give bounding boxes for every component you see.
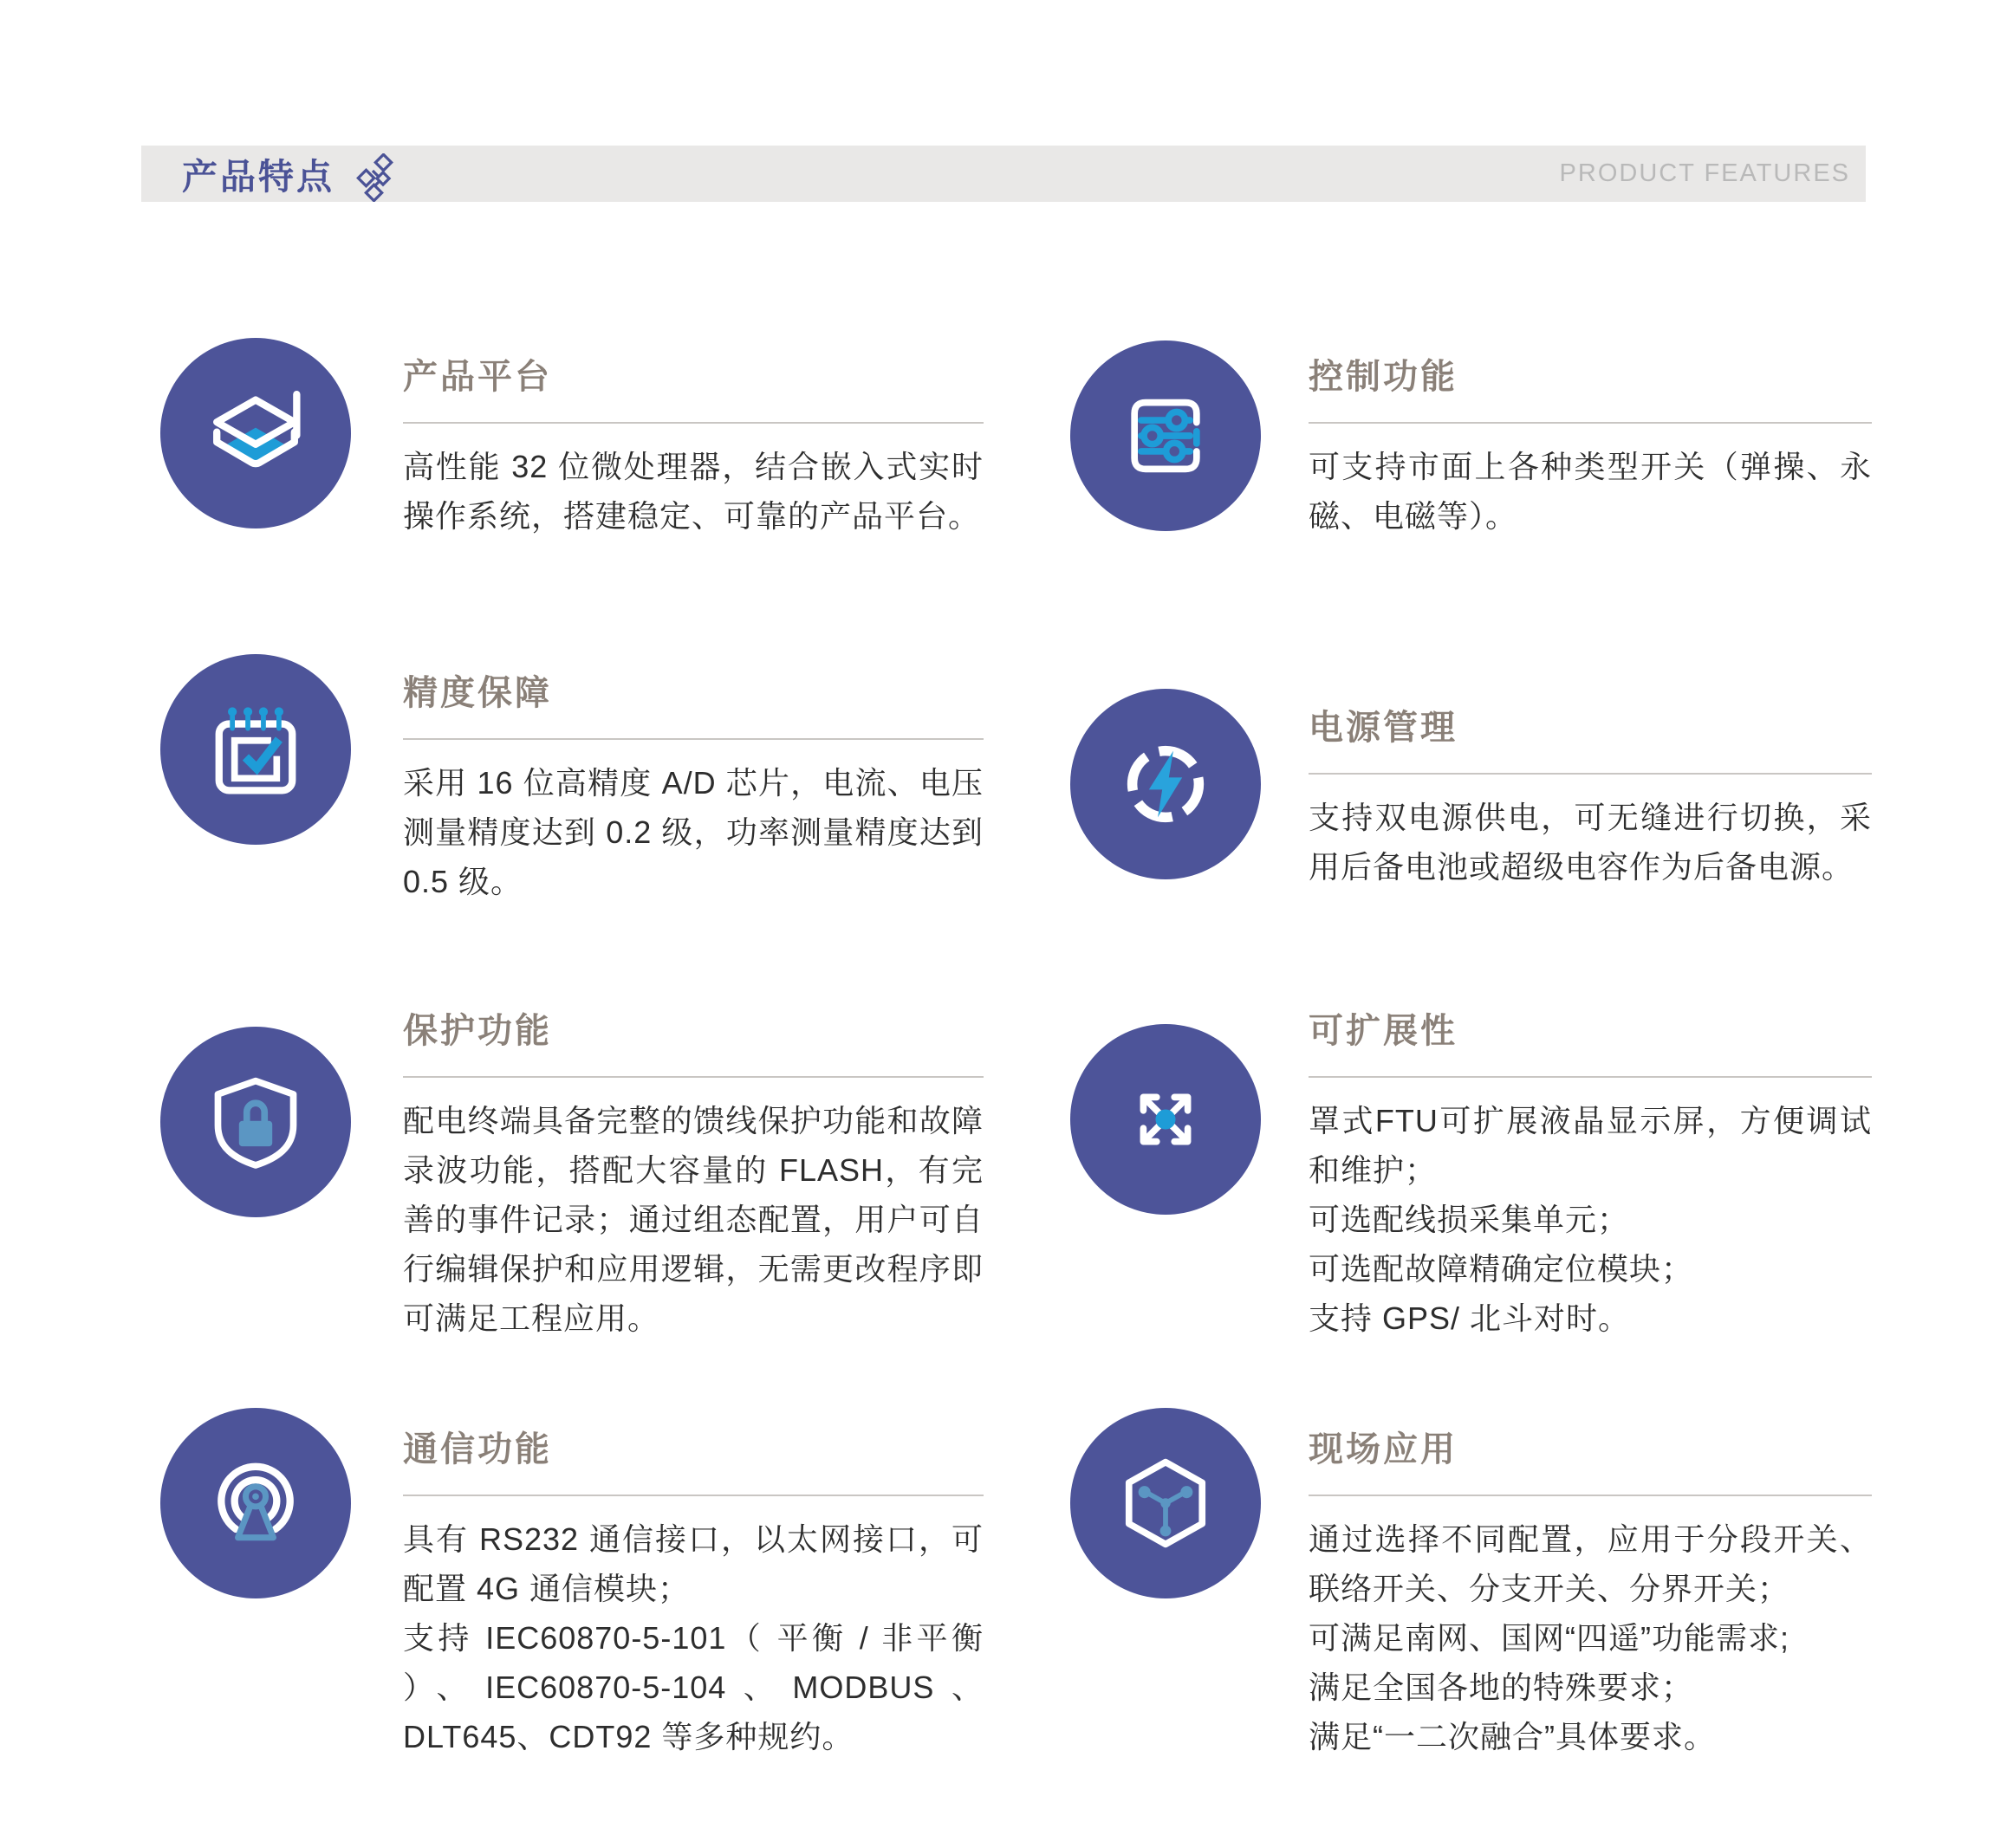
feature-title: 可扩展性 [1309,1012,1458,1050]
layers-icon [200,378,311,489]
feature-icon-circle [1070,1024,1261,1215]
section-title: 产品特点 [182,157,334,197]
section-subtitle: PRODUCT FEATURES [1559,159,1850,187]
calendar-check-icon [200,694,311,805]
feature-paragraph: 支持 GPS/ 北斗对时。 [1309,1300,1631,1336]
hexagon-network-icon [1110,1448,1221,1559]
feature-icon-circle [1070,340,1261,531]
feature-icon-circle [1070,1408,1261,1598]
divider [1309,1495,1872,1496]
feature-paragraph: 通过选择不同配置，应用于分段开关、联络开关、分支开关、分界开关； [1309,1521,1872,1606]
feature-paragraph: 高性能 32 位微处理器，结合嵌入式实时操作系统，搭建稳定、可靠的产品平台。 [403,449,984,534]
feature-paragraph: 支持 IEC60870-5-101（ 平衡 / 非平衡 ）、IEC60870-5-104、MODBUS、DLT645、CDT92 等多种规约。 [403,1620,984,1754]
feature-paragraph: 支持双电源供电，可无缝进行切换，采用后备电池或超级电容作为后备电源。 [1309,800,1872,885]
divider [1309,1076,1872,1078]
sliders-icon [1110,380,1221,491]
feature-paragraph: 可满足南网、国网“四遥”功能需求; [1309,1620,1789,1656]
diamond-cluster-icon [354,153,397,206]
divider [1309,773,1872,775]
section-header-bar [141,146,1866,202]
feature-paragraph: 可支持市面上各种类型开关（弹操、永磁、电磁等）。 [1309,449,1872,534]
expand-arrows-icon [1110,1064,1221,1175]
feature-icon-circle [160,338,351,528]
divider [403,1076,984,1078]
feature-title: 通信功能 [403,1430,552,1469]
feature-title: 电源管理 [1309,709,1458,747]
antenna-broadcast-icon [200,1448,311,1559]
feature-paragraph: 具有 RS232 通信接口，以太网接口，可配置 4G 通信模块； [403,1521,984,1606]
power-ring-icon [1110,729,1221,840]
feature-title: 控制功能 [1309,358,1458,396]
feature-icon-circle [160,1408,351,1598]
feature-paragraph: 可选配线损采集单元； [1309,1202,1630,1237]
feature-paragraph: 配电终端具备完整的馈线保护功能和故障录波功能，搭配大容量的 FLASH，有完善的事件记录；通过组态配置，用户可自行编辑保护和应用逻辑，无需更改程序即可满足工程应用。 [403,1103,984,1336]
divider [403,1495,984,1496]
divider [403,422,984,424]
divider [403,738,984,740]
feature-title: 保护功能 [403,1012,552,1050]
feature-paragraph: 罩式FTU可扩展液晶显示屏，方便调试和维护； [1309,1103,1872,1188]
feature-title: 现场应用 [1309,1430,1458,1469]
feature-paragraph: 满足全国各地的特殊要求； [1309,1670,1694,1705]
feature-title: 精度保障 [403,674,552,712]
divider [1309,422,1872,424]
feature-icon-circle [1070,689,1261,879]
feature-icon-circle [160,654,351,845]
feature-paragraph: 满足“一二次融合”具体要求。 [1309,1719,1716,1754]
feature-paragraph: 可选配故障精确定位模块； [1309,1251,1694,1287]
feature-title: 产品平台 [403,358,552,396]
shield-lock-icon [200,1067,311,1177]
feature-icon-circle [160,1027,351,1217]
feature-paragraph: 采用 16 位高精度 A/D 芯片，电流、电压测量精度达到 0.2 级，功率测量精度达到 0.5 级。 [403,765,984,899]
